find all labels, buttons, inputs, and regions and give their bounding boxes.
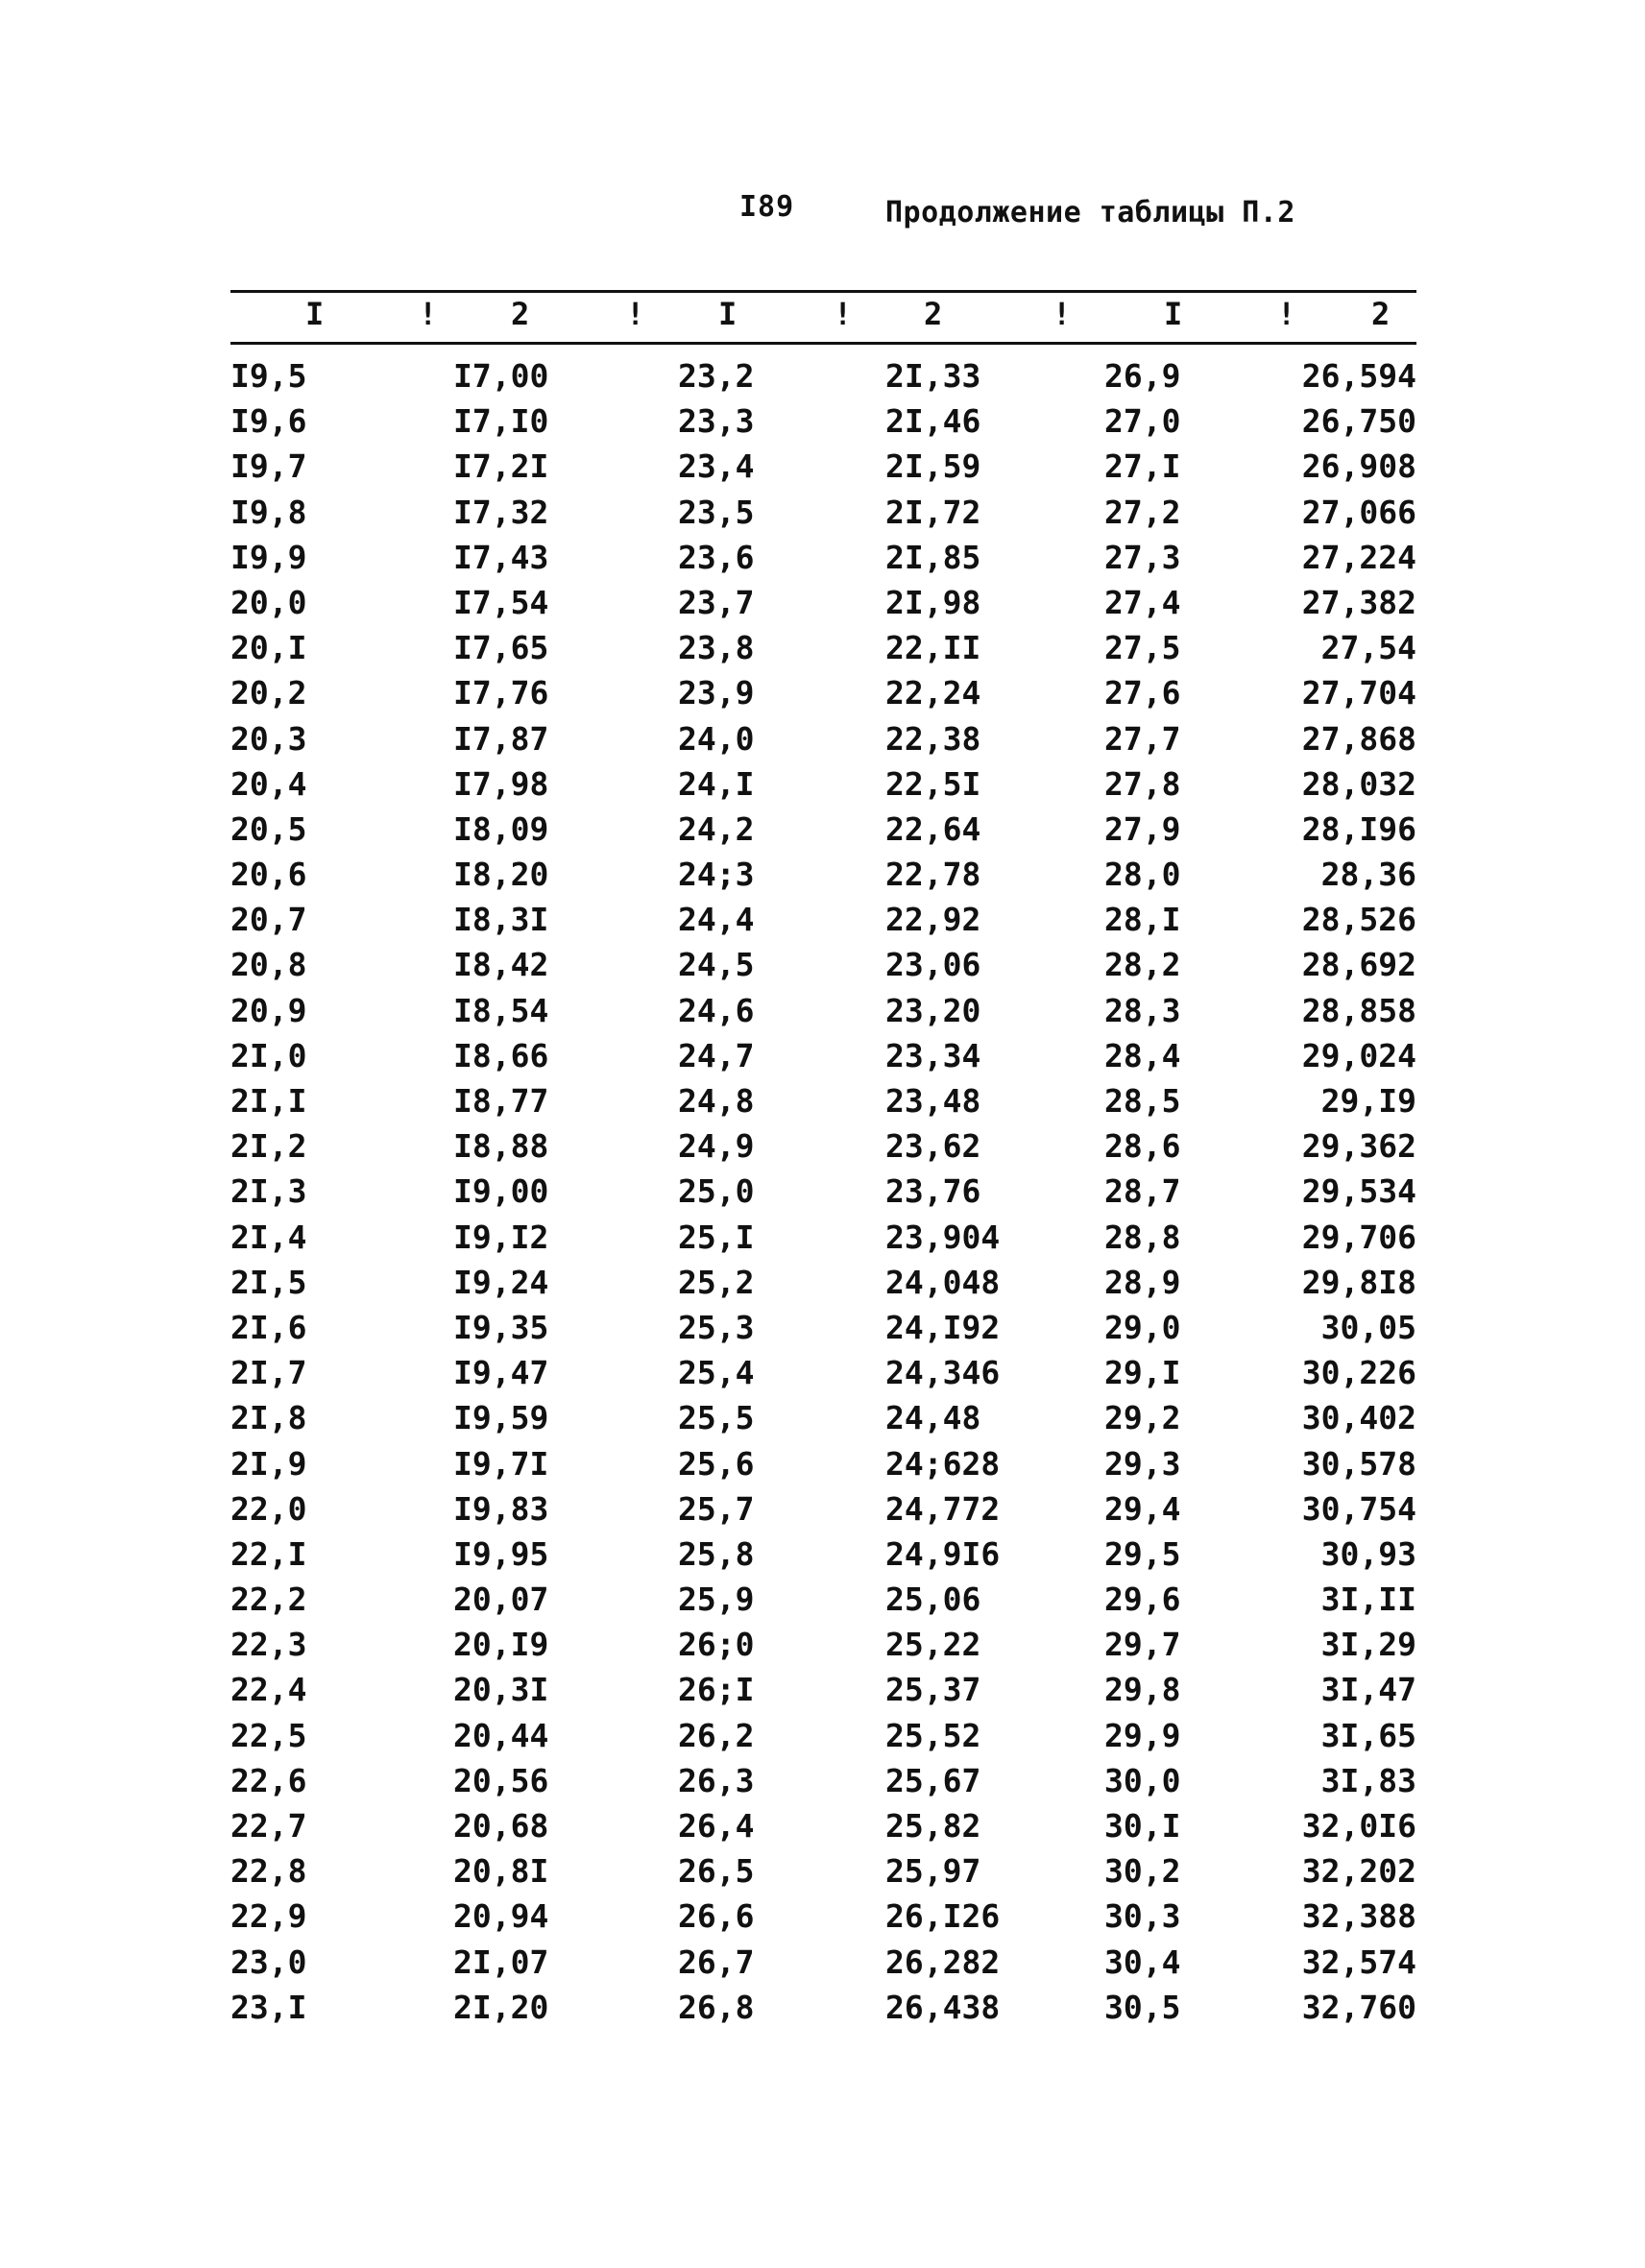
table-cell: 22,64 xyxy=(885,809,981,848)
table-cell: 24;628 xyxy=(885,1444,1001,1483)
table-row xyxy=(230,1082,1416,1127)
table-row xyxy=(230,1807,1416,1852)
table-cell: 24,6 xyxy=(678,991,755,1029)
table-cell: 27,2 xyxy=(1104,493,1181,531)
table-cell: 30,578 xyxy=(1301,1444,1416,1483)
table-cell: 23,I xyxy=(230,1988,307,2026)
table-cell: 24,9I6 xyxy=(885,1534,1001,1573)
column-separator: ! xyxy=(834,296,853,332)
table-cell: 26,6 xyxy=(678,1897,755,1936)
table-cell: 25,6 xyxy=(678,1444,755,1483)
table-row xyxy=(230,584,1416,629)
table-cell: 25,5 xyxy=(678,1399,755,1437)
table-cell: 23,5 xyxy=(678,493,755,531)
table-row xyxy=(230,720,1416,765)
table-cell: 20,3 xyxy=(230,719,307,758)
table-cell: 30,93 xyxy=(1320,1534,1416,1573)
table-cell: 2I,0 xyxy=(230,1036,307,1074)
table-cell: 29,7 xyxy=(1104,1626,1181,1664)
table-cell: 22,5 xyxy=(230,1716,307,1754)
table-cell: 2I,4 xyxy=(230,1218,307,1256)
table-cell: 27,704 xyxy=(1301,674,1416,712)
table-cell: I7,I0 xyxy=(453,402,549,441)
table-cell: 30,05 xyxy=(1320,1308,1416,1346)
table-cell: 26,3 xyxy=(678,1761,755,1799)
table-cell: 24,048 xyxy=(885,1263,1001,1301)
table-cell: I9,83 xyxy=(453,1489,549,1528)
table-cell: 25,8 xyxy=(678,1534,755,1573)
table-cell: I9,7 xyxy=(230,447,307,486)
table-cell: 29,8I8 xyxy=(1301,1263,1416,1301)
table-cell: 20,8 xyxy=(230,946,307,984)
table-cell: 28,032 xyxy=(1301,764,1416,803)
table-cell: 22,9 xyxy=(230,1897,307,1936)
table-cell: 20,4 xyxy=(230,764,307,803)
table-cell: 22,6 xyxy=(230,1761,307,1799)
table-cell: 2I,7 xyxy=(230,1354,307,1392)
table-cell: 26,908 xyxy=(1301,447,1416,486)
table-cell: 28,6 xyxy=(1104,1127,1181,1166)
table-cell: 2I,5 xyxy=(230,1263,307,1301)
table-cell: 26,282 xyxy=(885,1942,1001,1981)
table-row xyxy=(230,1037,1416,1082)
table-cell: 22,0 xyxy=(230,1489,307,1528)
table-cell: 27,066 xyxy=(1301,493,1416,531)
table-cell: 3I,65 xyxy=(1320,1716,1416,1754)
table-cell: 26,9 xyxy=(1104,357,1181,395)
table-row xyxy=(230,1943,1416,1989)
column-header-2: 2 xyxy=(511,296,530,332)
table-cell: 26,438 xyxy=(885,1988,1001,2026)
table-cell: 22,4 xyxy=(230,1671,307,1709)
table-cell: 28,7 xyxy=(1104,1172,1181,1211)
table-cell: 24,2 xyxy=(678,809,755,848)
table-cell: 20,9 xyxy=(230,991,307,1029)
table-cell: 30,0 xyxy=(1104,1761,1181,1799)
table-cell: 24,9 xyxy=(678,1127,755,1166)
table-cell: 25,3 xyxy=(678,1308,755,1346)
table-cell: 29,4 xyxy=(1104,1489,1181,1528)
table-cell: 30,4 xyxy=(1104,1942,1181,1981)
table-cell: I7,2I xyxy=(453,447,549,486)
table-cell: I7,76 xyxy=(453,674,549,712)
table-cell: 25,52 xyxy=(885,1716,981,1754)
table-cell: 23,20 xyxy=(885,991,981,1029)
table-cell: 25,06 xyxy=(885,1580,981,1619)
table-cell: 2I,3 xyxy=(230,1172,307,1211)
table-cell: I9,9 xyxy=(230,538,307,576)
table-cell: I7,98 xyxy=(453,764,549,803)
table-cell: 28,4 xyxy=(1104,1036,1181,1074)
table-cell: 30,226 xyxy=(1301,1354,1416,1392)
table-cell: 2I,59 xyxy=(885,447,981,486)
table-row xyxy=(230,1897,1416,1942)
table-cell: 29,706 xyxy=(1301,1218,1416,1256)
table-cell: I9,6 xyxy=(230,402,307,441)
table-cell: I9,I2 xyxy=(453,1218,549,1256)
table-row xyxy=(230,539,1416,584)
table-cell: 2I,8 xyxy=(230,1399,307,1437)
table-cell: 25,37 xyxy=(885,1671,981,1709)
table-cell: 2I,20 xyxy=(453,1988,549,2026)
table-cell: 22,78 xyxy=(885,856,981,894)
column-header-5: I xyxy=(1164,296,1183,332)
table-cell: 26,2 xyxy=(678,1716,755,1754)
table-cell: 23,4 xyxy=(678,447,755,486)
table-cell: 28,0 xyxy=(1104,856,1181,894)
table-row xyxy=(230,1762,1416,1807)
table-cell: I9,24 xyxy=(453,1263,549,1301)
table-cell: 22,3 xyxy=(230,1626,307,1664)
table-cell: 26;0 xyxy=(678,1626,755,1664)
table-cell: 30,5 xyxy=(1104,1988,1181,2026)
table-cell: 2I,6 xyxy=(230,1308,307,1346)
column-header-1: I xyxy=(305,296,325,332)
table-cell: 28,526 xyxy=(1301,901,1416,939)
table-row xyxy=(230,856,1416,901)
table-row xyxy=(230,1626,1416,1671)
table-cell: 2I,85 xyxy=(885,538,981,576)
table-cell: I8,09 xyxy=(453,809,549,848)
table-cell: I7,65 xyxy=(453,629,549,667)
table-cell: 22,5I xyxy=(885,764,981,803)
table-row xyxy=(230,1264,1416,1309)
table-cell: I9,00 xyxy=(453,1172,549,1211)
table-cell: 28,858 xyxy=(1301,991,1416,1029)
table-cell: 30,402 xyxy=(1301,1399,1416,1437)
table-cell: 24,346 xyxy=(885,1354,1001,1392)
table-cell: I7,32 xyxy=(453,493,549,531)
table-cell: 22,I xyxy=(230,1534,307,1573)
table-row xyxy=(230,1218,1416,1264)
table-cell: 30,754 xyxy=(1301,1489,1416,1528)
table-cell: 2I,33 xyxy=(885,357,981,395)
table-row xyxy=(230,1309,1416,1354)
table-cell: 25,0 xyxy=(678,1172,755,1211)
table-cell: 3I,29 xyxy=(1320,1626,1416,1664)
table-cell: 20,I xyxy=(230,629,307,667)
column-separator: ! xyxy=(1277,296,1296,332)
table-cell: 24,5 xyxy=(678,946,755,984)
table-cell: 29,I xyxy=(1104,1354,1181,1392)
table-cell: I7,00 xyxy=(453,357,549,395)
table-cell: 30,2 xyxy=(1104,1852,1181,1891)
table-cell: 22,92 xyxy=(885,901,981,939)
table-cell: 25,I xyxy=(678,1218,755,1256)
table-row xyxy=(230,629,1416,674)
table-cell: I9,47 xyxy=(453,1354,549,1392)
table-cell: 27,8 xyxy=(1104,764,1181,803)
table-cell: 3I,47 xyxy=(1320,1671,1416,1709)
table-cell: 29,362 xyxy=(1301,1127,1416,1166)
table-row xyxy=(230,1852,1416,1897)
table-cell: I9,95 xyxy=(453,1534,549,1573)
table-cell: 26,594 xyxy=(1301,357,1416,395)
table-row xyxy=(230,1399,1416,1444)
table-cell: I9,59 xyxy=(453,1399,549,1437)
table-cell: 2I,98 xyxy=(885,583,981,621)
table-cell: I8,88 xyxy=(453,1127,549,1166)
table-row xyxy=(230,1535,1416,1580)
table-cell: 24,48 xyxy=(885,1399,981,1437)
table-cell: 27,4 xyxy=(1104,583,1181,621)
table-cell: 23,2 xyxy=(678,357,755,395)
table-row xyxy=(230,494,1416,539)
table-cell: I9,35 xyxy=(453,1308,549,1346)
table-cell: 28,5 xyxy=(1104,1082,1181,1120)
table-cell: 22,38 xyxy=(885,719,981,758)
table-cell: 29,6 xyxy=(1104,1580,1181,1619)
table-row xyxy=(230,810,1416,856)
table-row xyxy=(230,674,1416,719)
table-cell: 20,6 xyxy=(230,856,307,894)
table-row xyxy=(230,1671,1416,1716)
table-cell: I8,54 xyxy=(453,991,549,1029)
table-cell: 25,22 xyxy=(885,1626,981,1664)
table-cell: 22,II xyxy=(885,629,981,667)
table-cell: 22,8 xyxy=(230,1852,307,1891)
table-cell: 20,0 xyxy=(230,583,307,621)
table-cell: 27,224 xyxy=(1301,538,1416,576)
table-row xyxy=(230,1127,1416,1172)
table-cell: 23,3 xyxy=(678,402,755,441)
table-cell: 23,76 xyxy=(885,1172,981,1211)
table-cell: 27,382 xyxy=(1301,583,1416,621)
table-cell: I8,66 xyxy=(453,1036,549,1074)
table-cell: 23,62 xyxy=(885,1127,981,1166)
table-cell: I8,42 xyxy=(453,946,549,984)
table-cell: 24,8 xyxy=(678,1082,755,1120)
table-cell: 28,2 xyxy=(1104,946,1181,984)
table-cell: 26;I xyxy=(678,1671,755,1709)
table-cell: 25,97 xyxy=(885,1852,981,1891)
table-cell: 26,8 xyxy=(678,1988,755,2026)
table-cell: 23,904 xyxy=(885,1218,1001,1256)
table-cell: 29,024 xyxy=(1301,1036,1416,1074)
table-cell: 28,3 xyxy=(1104,991,1181,1029)
table-row xyxy=(230,357,1416,402)
table-cell: 2I,2 xyxy=(230,1127,307,1166)
table-cell: 2I,07 xyxy=(453,1942,549,1981)
table-cell: 20,44 xyxy=(453,1716,549,1754)
table-row xyxy=(230,901,1416,946)
table-cell: 25,7 xyxy=(678,1489,755,1528)
table-cell: 23,9 xyxy=(678,674,755,712)
table-cell: 24,0 xyxy=(678,719,755,758)
table-cell: 28,I96 xyxy=(1301,809,1416,848)
table-cell: 32,0I6 xyxy=(1301,1807,1416,1845)
column-header-3: I xyxy=(718,296,738,332)
table-header xyxy=(230,296,1416,340)
table-cell: 23,0 xyxy=(230,1942,307,1981)
table-cell: 20,56 xyxy=(453,1761,549,1799)
table-cell: 23,7 xyxy=(678,583,755,621)
table-cell: 29,534 xyxy=(1301,1172,1416,1211)
table-cell: 2I,46 xyxy=(885,402,981,441)
table-cell: 30,I xyxy=(1104,1807,1181,1845)
table-cell: 27,868 xyxy=(1301,719,1416,758)
table-cell: 27,7 xyxy=(1104,719,1181,758)
table-cell: 30,3 xyxy=(1104,1897,1181,1936)
table-cell: 23,48 xyxy=(885,1082,981,1120)
table-cell: 29,I9 xyxy=(1320,1082,1416,1120)
table-cell: 20,5 xyxy=(230,809,307,848)
table-header-rule xyxy=(230,342,1416,345)
table-cell: 24;3 xyxy=(678,856,755,894)
table-cell: I8,20 xyxy=(453,856,549,894)
table-cell: I9,5 xyxy=(230,357,307,395)
table-cell: 29,3 xyxy=(1104,1444,1181,1483)
table-row xyxy=(230,1445,1416,1490)
table-cell: 3I,II xyxy=(1320,1580,1416,1619)
table-cell: I9,8 xyxy=(230,493,307,531)
table-cell: 29,0 xyxy=(1104,1308,1181,1346)
column-separator: ! xyxy=(1052,296,1072,332)
table-cell: 20,3I xyxy=(453,1671,549,1709)
table-cell: 26,750 xyxy=(1301,402,1416,441)
table-cell: 20,68 xyxy=(453,1807,549,1845)
table-cell: 24,I xyxy=(678,764,755,803)
table-cell: 27,3 xyxy=(1104,538,1181,576)
table-cell: I9,7I xyxy=(453,1444,549,1483)
table-cell: 27,0 xyxy=(1104,402,1181,441)
table-cell: 28,692 xyxy=(1301,946,1416,984)
table-row xyxy=(230,992,1416,1037)
table-cell: 28,I xyxy=(1104,901,1181,939)
table-cell: 32,760 xyxy=(1301,1988,1416,2026)
table-cell: I7,87 xyxy=(453,719,549,758)
table-cell: 2I,72 xyxy=(885,493,981,531)
table-cell: 24,I92 xyxy=(885,1308,1001,1346)
table-row xyxy=(230,1354,1416,1399)
table-cell: 24,772 xyxy=(885,1489,1001,1528)
table-cell: 29,8 xyxy=(1104,1671,1181,1709)
table-row xyxy=(230,765,1416,810)
table-row xyxy=(230,447,1416,493)
table-cell: 25,9 xyxy=(678,1580,755,1619)
table-cell: 28,36 xyxy=(1320,856,1416,894)
column-separator: ! xyxy=(626,296,645,332)
table-cell: 20,I9 xyxy=(453,1626,549,1664)
table-cell: 2I,9 xyxy=(230,1444,307,1483)
table-cell: 20,7 xyxy=(230,901,307,939)
table-cell: I8,3I xyxy=(453,901,549,939)
table-cell: 20,07 xyxy=(453,1580,549,1619)
table-cell: 26,4 xyxy=(678,1807,755,1845)
table-cell: 25,2 xyxy=(678,1263,755,1301)
table-row xyxy=(230,946,1416,991)
table-cell: 28,9 xyxy=(1104,1263,1181,1301)
table-cell: 23,6 xyxy=(678,538,755,576)
column-header-4: 2 xyxy=(924,296,943,332)
table-cell: 27,I xyxy=(1104,447,1181,486)
table-cell: I8,77 xyxy=(453,1082,549,1120)
table-cell: 25,4 xyxy=(678,1354,755,1392)
table-cell: 2I,I xyxy=(230,1082,307,1120)
table-cell: 27,9 xyxy=(1104,809,1181,848)
table-cell: 20,94 xyxy=(453,1897,549,1936)
table-cell: 27,6 xyxy=(1104,674,1181,712)
table-cell: 28,8 xyxy=(1104,1218,1181,1256)
table-row xyxy=(230,1580,1416,1626)
table-cell: 27,5 xyxy=(1104,629,1181,667)
table-cell: 23,06 xyxy=(885,946,981,984)
table-cell: 24,7 xyxy=(678,1036,755,1074)
table-row xyxy=(230,402,1416,447)
table-cell: 32,574 xyxy=(1301,1942,1416,1981)
column-header-6: 2 xyxy=(1371,296,1391,332)
table-cell: 32,388 xyxy=(1301,1897,1416,1936)
table-cell: 27,54 xyxy=(1320,629,1416,667)
table-cell: 23,8 xyxy=(678,629,755,667)
table-cell: 23,34 xyxy=(885,1036,981,1074)
column-separator: ! xyxy=(419,296,438,332)
table-caption: Продолжение таблицы П.2 xyxy=(885,196,1295,229)
table-cell: 20,2 xyxy=(230,674,307,712)
table-row xyxy=(230,1490,1416,1535)
table-body xyxy=(230,357,1416,2034)
table-cell: I7,43 xyxy=(453,538,549,576)
table-cell: 24,4 xyxy=(678,901,755,939)
table-cell: 29,2 xyxy=(1104,1399,1181,1437)
table-cell: 3I,83 xyxy=(1320,1761,1416,1799)
table-cell: 29,5 xyxy=(1104,1534,1181,1573)
table-cell: 26,7 xyxy=(678,1942,755,1981)
table-cell: 29,9 xyxy=(1104,1716,1181,1754)
table-cell: 25,82 xyxy=(885,1807,981,1845)
table-cell: 26,5 xyxy=(678,1852,755,1891)
table-cell: 25,67 xyxy=(885,1761,981,1799)
page-number: I89 xyxy=(739,190,795,224)
table-cell: 32,202 xyxy=(1301,1852,1416,1891)
table-cell: 22,7 xyxy=(230,1807,307,1845)
table-cell: 22,2 xyxy=(230,1580,307,1619)
table-cell: 20,8I xyxy=(453,1852,549,1891)
table-row xyxy=(230,1989,1416,2034)
table-top-rule xyxy=(230,290,1416,293)
table-row xyxy=(230,1717,1416,1762)
table-row xyxy=(230,1172,1416,1218)
table-cell: I7,54 xyxy=(453,583,549,621)
table-cell: 22,24 xyxy=(885,674,981,712)
table-cell: 26,I26 xyxy=(885,1897,1001,1936)
